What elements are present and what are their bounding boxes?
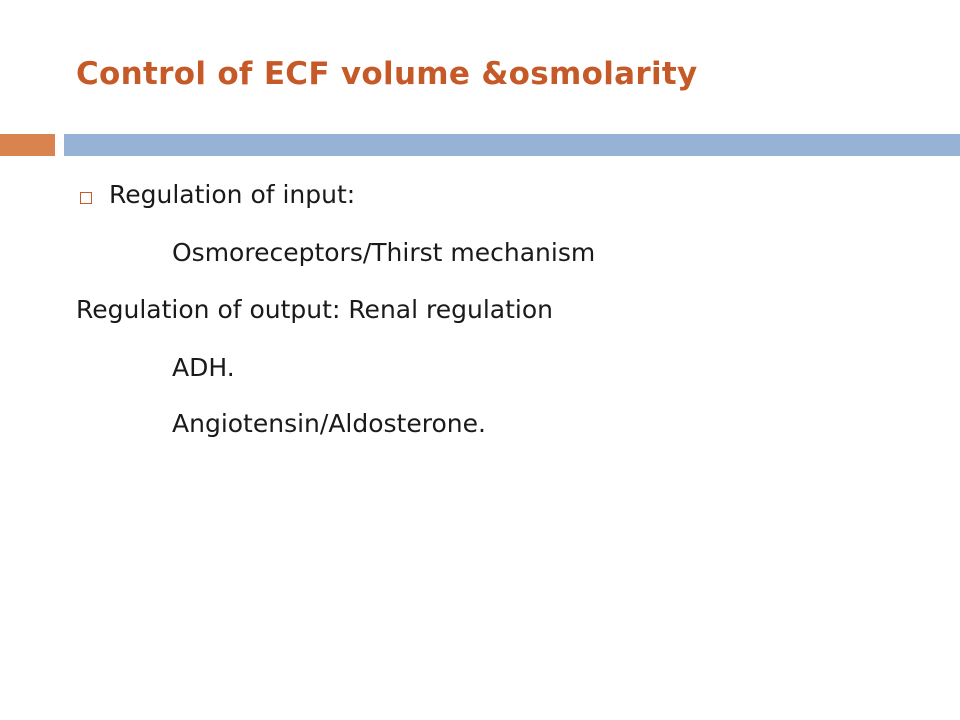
slide-title: Control of ECF volume &osmolarity <box>76 56 698 92</box>
line-angiotensin-aldosterone: Angiotensin/Aldosterone. <box>172 409 486 438</box>
title-accent-bar-orange <box>0 134 55 156</box>
square-bullet-icon <box>80 192 92 204</box>
line-adh: ADH. <box>172 353 235 382</box>
line-osmoreceptors-thirst: Osmoreceptors/Thirst mechanism <box>172 238 596 267</box>
title-accent-bar-blue <box>64 134 960 156</box>
bullet-regulation-of-input: Regulation of input: <box>109 180 356 209</box>
line-regulation-of-output: Regulation of output: Renal regulation <box>76 295 553 324</box>
